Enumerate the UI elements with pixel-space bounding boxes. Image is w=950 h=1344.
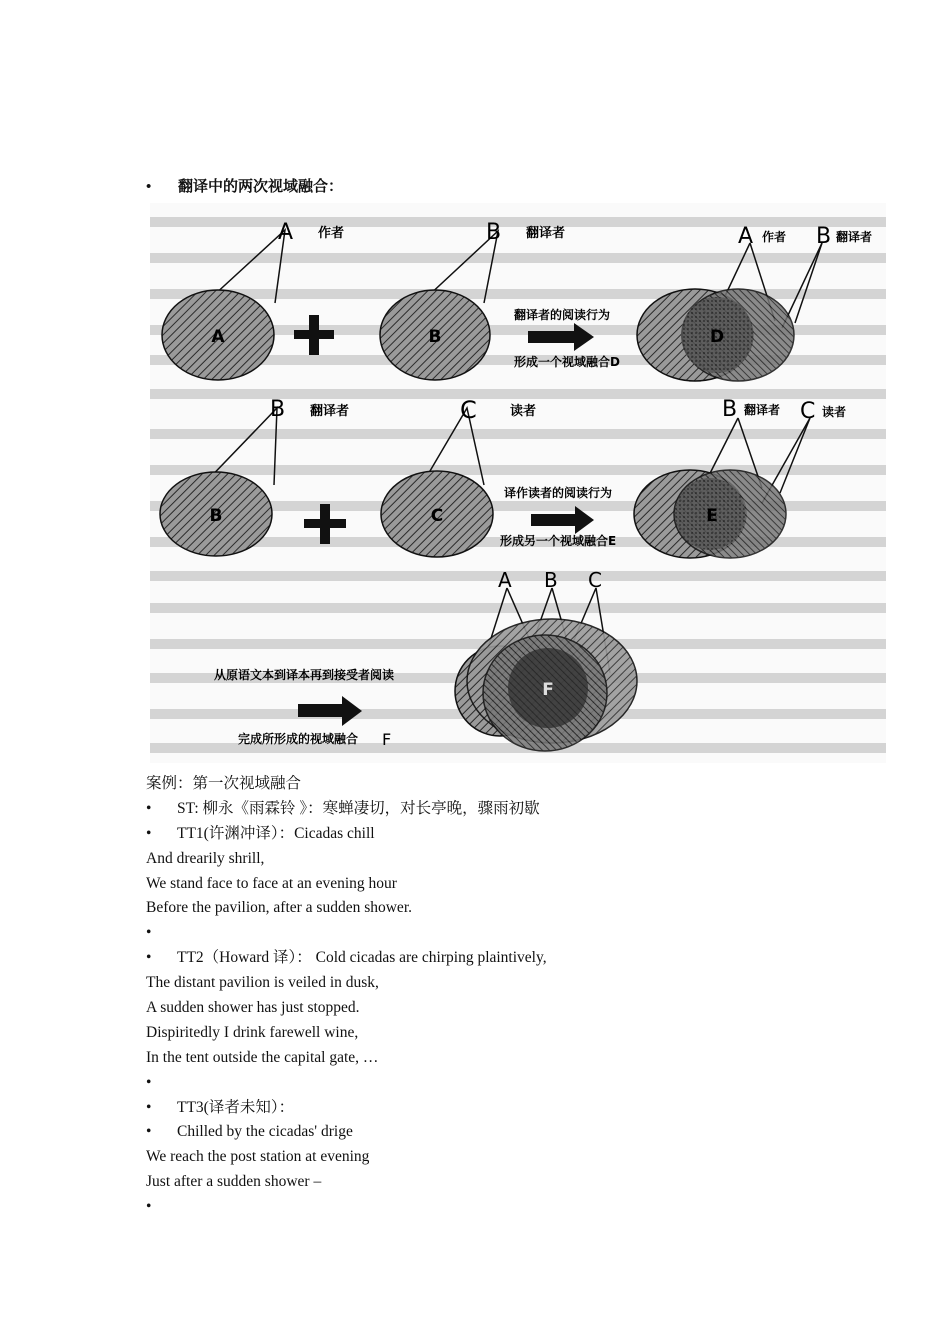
arrow-caption-letter: F [382,730,392,749]
bullet: • [146,1098,152,1116]
bullet: • [146,179,152,195]
arrow-caption-top: 翻译者的阅读行为 [514,308,611,322]
text-line [146,1195,846,1220]
text-line [146,1120,846,1145]
point-label: B [486,220,502,245]
line-text: A sudden shower has just stopped. [146,999,360,1017]
line-text: The distant pavilion is veiled in dusk, [146,974,379,992]
point-label: B [722,397,738,422]
horizon-fusion-diagram [150,203,886,763]
arrow-caption-bottom: 形成另一个视域融合E [500,534,617,548]
bullet: • [146,949,152,967]
line-text: Just after a sudden shower – [146,1173,322,1191]
bullet: • [146,924,152,942]
role-label: 读者 [822,405,847,419]
role-label: 翻译者 [836,230,873,244]
bullet: • [146,1123,152,1141]
arrow-caption-bottom: 完成所形成的视域融合 [238,732,359,746]
point-label: C [588,568,602,592]
line-text: And drearily shrill, [146,849,265,867]
circle-label: D [709,327,725,347]
section-heading [146,175,343,196]
line-text: We stand face to face at an evening hour [146,874,397,892]
circle-label: E [706,506,718,526]
arrow-caption-top: 译作读者的阅读行为 [504,486,613,500]
arrow-caption-top: 从原语文本到译本再到接受者阅读 [214,668,395,682]
bullet: • [146,799,152,817]
text-line [146,1071,846,1096]
text-line [146,772,846,797]
line-text: Before the pavilion, after a sudden shower. [146,899,412,917]
text-line [146,1021,846,1046]
line-text: TT1(许渊冲译）：Cicadas chill [177,824,375,842]
text-line [146,921,846,946]
line-text: Chilled by the cicadas' drige [177,1123,353,1141]
bullet: • [146,824,152,842]
text-line [146,872,846,897]
text-line [146,1046,846,1071]
point-label: C [800,399,816,424]
text-line [146,822,846,847]
bullet: • [146,1198,152,1216]
role-label: 作者 [318,226,345,241]
text-line [146,896,846,921]
role-label: 作者 [762,230,787,244]
text-line [146,847,846,872]
bullet: • [146,1073,152,1091]
role-label: 翻译者 [526,226,566,241]
line-text: TT2（Howard 译）： Cold cicadas are chirping plaintively, [177,949,547,967]
point-label: C [460,396,477,424]
line-text: We reach the post station at evening [146,1148,370,1166]
role-label: 读者 [510,404,537,419]
arrow-caption-bottom: 形成一个视域融合D [514,355,620,369]
point-label: A [738,224,754,249]
text-line [146,996,846,1021]
line-text: 案例：第一次视域融合 [146,775,302,792]
point-label: A [278,220,294,245]
point-label: B [544,568,558,592]
role-label: 翻译者 [310,404,350,419]
line-text: Dispiritedly I drink farewell wine, [146,1023,359,1041]
role-label: 翻译者 [744,403,781,417]
line-text: In the tent outside the capital gate, … [146,1048,379,1066]
text-line [146,1145,846,1170]
circle-label: F [542,680,554,700]
line-text: TT3(译者未知）： [177,1098,295,1116]
text-line [146,946,846,971]
point-label: A [498,568,512,592]
diagram-svg [150,203,886,763]
circle-label: C [430,506,444,526]
point-label: B [270,397,286,422]
point-label: B [816,224,832,249]
case-study-text [146,772,846,1220]
text-line [146,971,846,996]
heading-text: 翻译中的两次视域融合： [178,177,344,195]
circle-label: B [428,327,442,347]
text-line [146,1170,846,1195]
circle-label: A [211,327,225,347]
circle-label: B [209,506,223,526]
line-text: ST: 柳永《雨霖铃 》：寒蝉凄切，对长亭晚，骤雨初歇 [177,799,540,817]
text-line [146,1096,846,1121]
text-line [146,797,846,822]
